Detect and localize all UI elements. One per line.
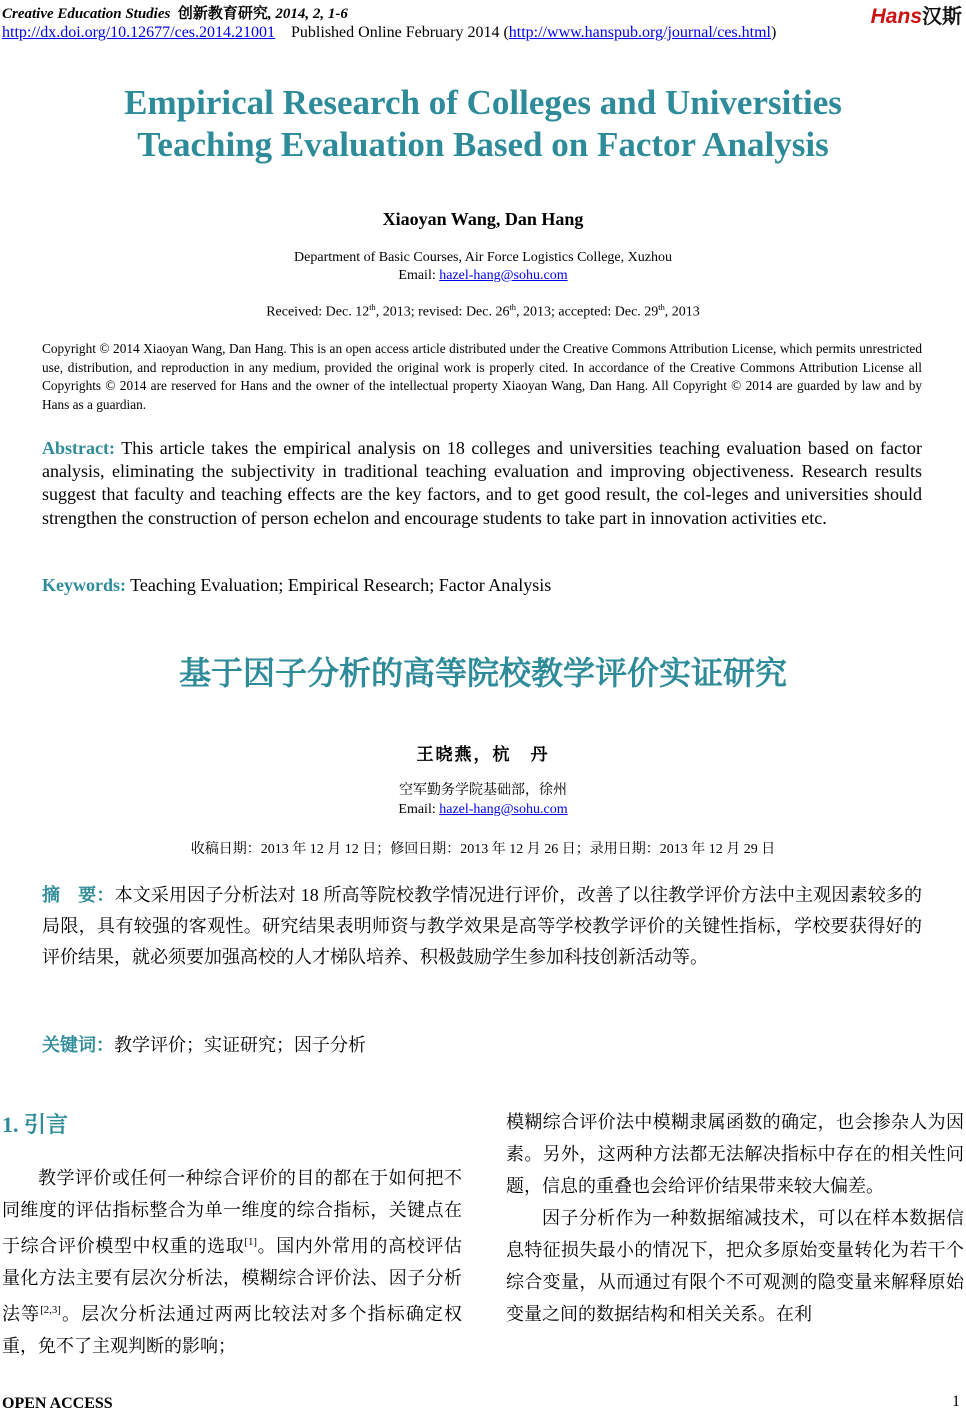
copyright-notice: Copyright © 2014 Xiaoyan Wang, Dan Hang. This is an open access article distributed under the Creative Commons Attribution License, which permits unrestricted use, distribution, and reproduction in any medium, provided the original work is properly cited. In accordance of the Creative Commons Attribution License all Copyrights © 2014 are reserved for Hans and the owner of the intellectual property Xiaoyan Wang, Dan Hang. All Copyright © 2014 are guarded by law and by Hans as a guardian. [42, 341, 922, 412]
paragraph-right-2: 因子分析作为一种数据缩减技术，可以在样本数据信息特征损失最小的情况下，把众多原始变量转化为若干个综合变量，从而通过有限个不可观测的隐变量来解释原始变量之间的数据结构和相关关系。在利 [506, 1208, 964, 1324]
received-part-1: Received: Dec. 12 [266, 304, 370, 320]
body-column-left [2, 1162, 462, 1362]
affiliation-block-en [0, 249, 966, 285]
email-line-en [0, 267, 966, 285]
keywords-cn-label: 关键词： [42, 1035, 114, 1055]
paper-title-cn: 基于因子分析的高等院校教学评价实证研究 [178, 654, 787, 692]
intro-text-a: 教学评价或任何一种综合评价的目的都在于如何把不同维度的评估指标整合为单一维度的综合指标，关键点在于综合评价模型中权重的选取 [2, 1168, 462, 1256]
affiliation-en: Department of Basic Courses, Air Force Logistics College, Xuzhou [294, 250, 672, 265]
authors-en: Xiaoyan Wang, Dan Hang [382, 209, 584, 229]
email-link-cn[interactable]: hazel-hang@sohu.com [439, 802, 568, 817]
keywords-cn [42, 1031, 922, 1057]
received-dates-en [0, 303, 966, 321]
abstract-label: Abstract: [42, 438, 115, 458]
received-dates-cn: 收稿日期：2013 年 12 月 12 日；修回日期：2013 年 12 月 26 日；录用日期：2013 年 12 月 29 日 [190, 842, 776, 857]
body-column-right [506, 1106, 964, 1330]
keywords-cn-text: 教学评价；实证研究；因子分析 [114, 1035, 366, 1055]
intro-text-b: 。国内外常用的高校评估量化方法主要有层次分析法，模糊综合评价法、因子分析法等 [2, 1236, 462, 1324]
received-part-2: , 2013; revised: Dec. 26 [375, 304, 510, 320]
abstract-text: This article takes the empirical analysis on 18 colleges and universities teaching evaluation based on factor analysis, eliminating the subjectivity in traditional teaching evaluation and improving objectiveness. Research results suggest that faculty and teaching effects are the key factors, and to get good result, the col-leges and universities should strengthen the construction of person echelon and encourage students to take part in innovation activities etc. [42, 438, 922, 528]
keywords-text: Teaching Evaluation; Empirical Research; Factor Analysis [126, 575, 552, 595]
title-line-1: Empirical Research of Colleges and Universities [124, 83, 842, 122]
paragraph-intro [2, 1162, 462, 1362]
sup-th-2: th [509, 303, 516, 312]
email-line-cn [0, 800, 966, 819]
title-line-2: Teaching Evaluation Based on Factor Analysis [137, 125, 829, 164]
citation-2-3[interactable]: [2,3] [40, 1304, 61, 1316]
affiliation-block-cn [0, 781, 966, 819]
abstract-cn [42, 880, 922, 973]
affiliation-cn: 空军勤务学院基础部，徐州 [399, 783, 567, 798]
email-link-en[interactable]: hazel-hang@sohu.com [439, 268, 568, 283]
email-label-cn: Email: [398, 802, 440, 817]
citation-1[interactable]: [1] [244, 1236, 257, 1248]
journal-name-cn: 创新教育研究 [177, 6, 268, 22]
journal-issue: , 2014, 2, 1-6 [267, 6, 348, 22]
email-label: Email: [398, 268, 440, 283]
logo-text-cn: 汉斯 [922, 6, 962, 28]
journal-header [2, 2, 348, 23]
received-part-3: , 2013; accepted: Dec. 29 [516, 304, 659, 320]
hans-logo [871, 0, 962, 29]
intro-text-c: 。层次分析法通过两两比较法对多个指标确定权重，免不了主观判断的影响； [2, 1304, 462, 1356]
keywords-en [42, 575, 922, 596]
paper-title-en [0, 82, 966, 166]
page-number: 1 [952, 1393, 960, 1410]
paragraph-right-1: 模糊综合评价法中模糊隶属函数的确定，也会掺杂人为因素。另外，这两种方法都无法解决指标中存在的相关性问题，信息的重叠也会给评价结果带来较大偏差。 [506, 1112, 964, 1196]
journal-link[interactable]: http://www.hanspub.org/journal/ces.html [508, 24, 771, 41]
authors-cn: 王晓燕，杭 丹 [416, 745, 550, 764]
sup-th-3: th [658, 303, 665, 312]
logo-text: Hans [870, 5, 922, 28]
abstract-cn-text: 本文采用因子分析法对 18 所高等院校教学情况进行评价，改善了以往教学评价方法中主观因素较多的局限，具有较强的客观性。研究结果表明师资与教学效果是高等学校教学评价的关键性指标，学校要获得好的评价结果，就必须要加强高校的人才梯队培养、积极鼓励学生参加科技创新活动等。 [42, 885, 923, 967]
open-access-footer: OPEN ACCESS [2, 1395, 113, 1412]
published-text: Published Online February 2014 ( [291, 24, 509, 41]
sup-th-1: th [369, 303, 376, 312]
section-1-heading: 1. 引言 [2, 1112, 69, 1137]
journal-name: Creative Education Studies [2, 6, 171, 22]
received-part-4: , 2013 [664, 304, 700, 320]
abstract-en [42, 437, 922, 530]
doi-line [2, 24, 776, 42]
keywords-label: Keywords: [42, 575, 126, 595]
published-close: ) [770, 24, 777, 41]
abstract-cn-label: 摘 要： [42, 885, 115, 905]
doi-link[interactable]: http://dx.doi.org/10.12677/ces.2014.21001 [2, 24, 276, 41]
